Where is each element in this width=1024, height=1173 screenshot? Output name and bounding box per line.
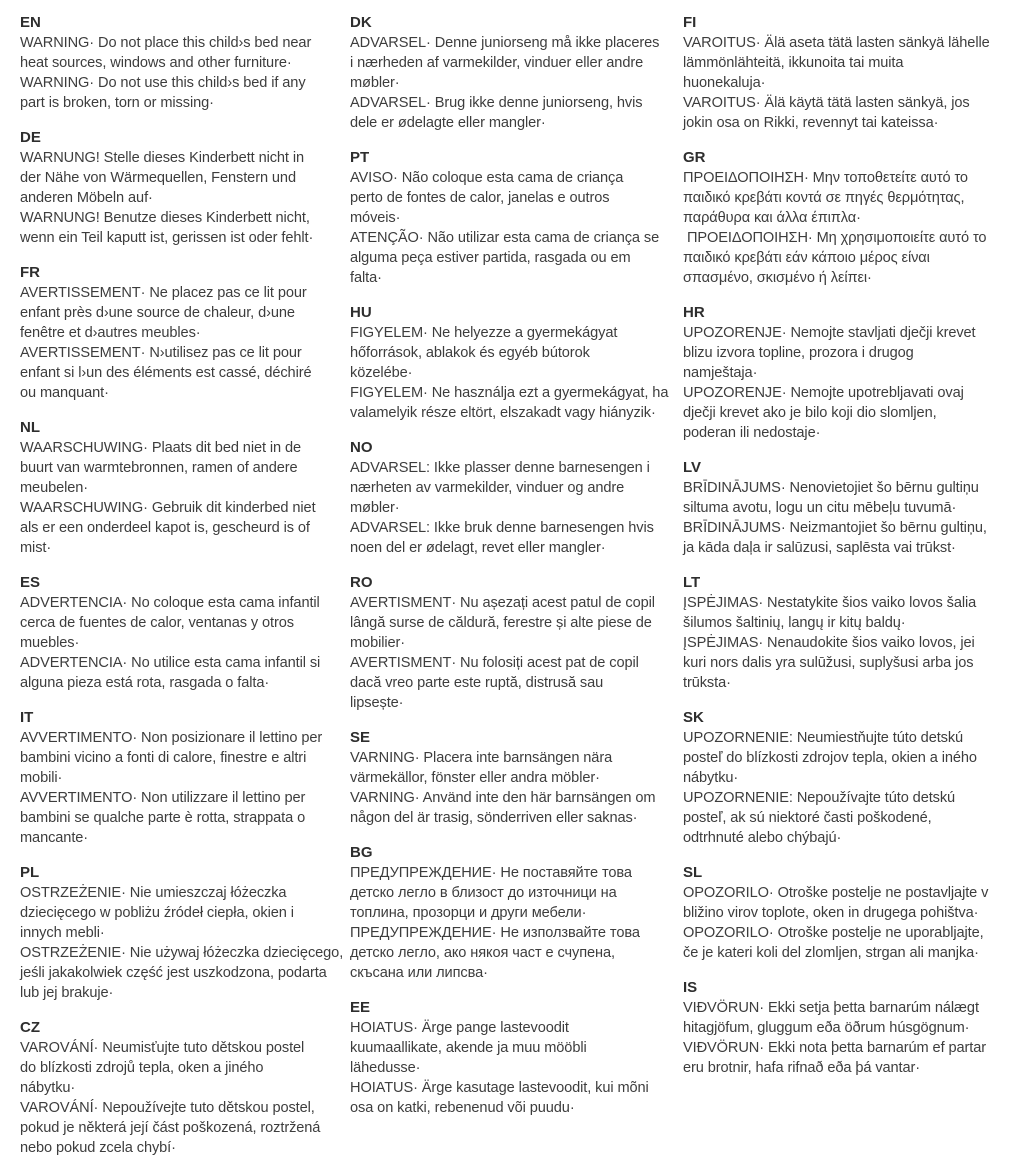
warning-line: WARNUNG! Benutze dieses Kinderbett nicht, [20, 210, 310, 226]
warning-line: jeśli jakakolwiek część jest uszkodzona, podarta [20, 965, 327, 981]
language-code-pl: PL [20, 864, 40, 881]
language-code-sk: SK [683, 709, 704, 726]
warning-line: odtrhnuté alebo chýbajú· [683, 830, 842, 846]
warning-section-bg [350, 843, 676, 983]
warning-section-gr [683, 148, 1009, 288]
warning-line: ou manquant· [20, 385, 109, 401]
warning-section-it [20, 708, 346, 848]
warning-column-2 [350, 13, 676, 1133]
warning-section-es [20, 573, 346, 693]
warning-line: huonekaluja· [683, 75, 766, 91]
warning-line: lämmönlähteitä, ikkunoita tai muita [683, 55, 904, 71]
warning-line: part is broken, torn or missing· [20, 95, 214, 111]
warning-line: ПРЕДУПРЕЖДЕНИЕ· Не поставяйте това [350, 865, 632, 881]
warning-section-nl [20, 418, 346, 558]
warning-line: ADVARSEL: Ikke plasser denne barnesengen i [350, 460, 650, 476]
warning-line: móveis· [350, 210, 401, 226]
warning-line: детско легло в близост до източници на [350, 885, 617, 901]
warning-line: nebo pokud zcela chybí· [20, 1140, 176, 1156]
warning-line: alguna pieza está rota, rasgada o falta· [20, 675, 270, 691]
warning-line: kuumaallikate, akende ja muu mööbli [350, 1040, 587, 1056]
warning-line: bližino virov toplote, oken in drugega pohištva· [683, 905, 979, 921]
warning-line: lähedusse· [350, 1060, 421, 1076]
warning-section-lv [683, 458, 1009, 558]
warning-line: enfant si l›un des éléments est cassé, déchiré [20, 365, 312, 381]
warning-line: perto de fontes de calor, janelas e outros [350, 190, 610, 206]
warning-line: ADVARSEL· Brug ikke denne juniorseng, hvis [350, 95, 643, 111]
warning-line: bambini se qualche parte è rotta, strappata o [20, 810, 306, 826]
warning-line: OPOZORILO· Otroške postelje ne postavljajte v [683, 885, 989, 901]
language-code-en: EN [20, 14, 41, 31]
warning-section-fr [20, 263, 346, 403]
warning-line: fenêtre et d›autres meubles· [20, 325, 201, 341]
warning-line: UPOZORNENIE: Neumiestňujte túto detskú [683, 730, 964, 746]
language-code-lv: LV [683, 459, 702, 476]
warning-line: šilumos šaltinių, langų ir kitų baldų· [683, 615, 906, 631]
warning-section-is [683, 978, 1009, 1078]
warning-section-hr [683, 303, 1009, 443]
warning-line: OSTRZEŻENIE· Nie używaj łóżeczka dziecięcego, [20, 945, 344, 961]
warning-section-lt [683, 573, 1009, 693]
warning-line: nábytku· [683, 770, 739, 786]
warning-line: alguma peça estiver partida, rasgada ou em [350, 250, 631, 266]
warning-line: ADVERTENCIA· No utilice esta cama infantil si [20, 655, 321, 671]
warning-line: ja kāda daļa ir salūzusi, saplēsta vai trūkst· [683, 540, 956, 556]
language-code-lt: LT [683, 574, 701, 591]
warning-line: dele er ødelagte eller mangler· [350, 115, 546, 131]
warning-line: bambini vicino a fonti di calore, finestre e altri [20, 750, 307, 766]
warning-section-hu [350, 303, 676, 423]
warning-line: ADVERTENCIA· No coloque esta cama infantil [20, 595, 320, 611]
warning-line: HOIATUS· Ärge pange lastevoodit [350, 1020, 569, 1036]
warning-line: ПРЕДУПРЕЖДЕНИЕ· Не използвайте това [350, 925, 640, 941]
warning-line: WARNUNG! Stelle dieses Kinderbett nicht in [20, 150, 305, 166]
warning-line: lângă surse de căldură, ferestre și alte piese de [350, 615, 652, 631]
warning-line: der Nähe von Wärmequellen, Fenstern und [20, 170, 296, 186]
warning-line: VARNING· Använd inte den här barnsängen om [350, 790, 656, 806]
warning-line: VAROVÁNÍ· Nepoužívejte tuto dětskou postel, [20, 1100, 315, 1116]
warning-column-1 [20, 13, 346, 1173]
warning-line: FIGYELEM· Ne használja ezt a gyermekágyat, ha [350, 385, 669, 401]
warning-line: falta· [350, 270, 382, 286]
warning-line: детско легло, ако някоя част е счупена, [350, 945, 615, 961]
warning-line: dziecięcego w pobliżu źródeł ciepła, okien i [20, 905, 294, 921]
warning-line: mancante· [20, 830, 89, 846]
warning-line: ΠΡΟΕΙΔΟΠΟΙΗΣΗ· Μην τοποθετείτε αυτό το [683, 170, 968, 186]
warning-line: OSTRZEŻENIE· Nie umieszczaj łóżeczka [20, 885, 287, 901]
warning-section-fi [683, 13, 1009, 133]
warning-line: anderen Möbeln auf· [20, 190, 153, 206]
warning-line: buurt van warmtebronnen, ramen of andere [20, 460, 298, 476]
warning-line: VIÐVÖRUN· Ekki nota þetta barnarúm ef partar [683, 1040, 987, 1056]
warning-line: do blízkosti zdrojů tepla, oken a jiného [20, 1060, 264, 1076]
warning-line: mist· [20, 540, 52, 556]
warning-line: møbler· [350, 75, 400, 91]
warning-line: UPOZORENJE· Nemojte upotrebljavati ovaj [683, 385, 964, 401]
language-code-se: SE [350, 729, 371, 746]
warning-line: UPOZORENJE· Nemojte stavljati dječji krevet [683, 325, 976, 341]
warning-line: als er een onderdeel kapot is, gescheurd is of [20, 520, 310, 536]
language-code-it: IT [20, 709, 34, 726]
warning-line: VAROITUS· Älä käytä tätä lasten sänkyä, jos [683, 95, 970, 111]
warning-line: AVVERTIMENTO· Non utilizzare il lettino per [20, 790, 306, 806]
warning-line: VIÐVÖRUN· Ekki setja þetta barnarúm nálægt [683, 1000, 979, 1016]
language-code-gr: GR [683, 149, 706, 166]
language-code-es: ES [20, 574, 41, 591]
language-code-ro: RO [350, 574, 373, 591]
language-code-fr: FR [20, 264, 40, 281]
warning-line: VARNING· Placera inte barnsängen nära [350, 750, 613, 766]
language-code-hu: HU [350, 304, 372, 321]
warning-line: cerca de fuentes de calor, ventanas y otros [20, 615, 294, 631]
language-code-ee: EE [350, 999, 371, 1016]
warning-line: топлина, прозорци и други мебели· [350, 905, 587, 921]
warning-line: WARNING· Do not use this child›s bed if any [20, 75, 306, 91]
warning-line: poderan ili nedostaje· [683, 425, 821, 441]
warning-section-no [350, 438, 676, 558]
warning-section-en [20, 13, 346, 113]
warning-line: AVERTISSEMENT· N›utilisez pas ce lit pour [20, 345, 302, 361]
warning-section-sl [683, 863, 1009, 963]
warning-line: valamelyik része eltört, elszakadt vagy hiányzik· [350, 405, 656, 421]
warning-line: παιδικό κρεβάτι εάν κάποιο μέρος είναι [683, 250, 930, 266]
warning-line: nærheten av varmekilder, vinduer og andre [350, 480, 625, 496]
warning-line: någon del är trasig, sönderriven eller saknas· [350, 810, 638, 826]
warning-line: wenn ein Teil kaputt ist, gerissen ist oder fehlt· [20, 230, 314, 246]
language-code-de: DE [20, 129, 41, 146]
warning-section-pt [350, 148, 676, 288]
warning-line: ADVARSEL· Denne juniorseng må ikke placeres [350, 35, 660, 51]
warning-line: pokud je některá její část poškozená, roztržená [20, 1120, 321, 1136]
warning-line: siltuma avotu, logu un citu mēbeļu tuvumā· [683, 500, 957, 516]
warning-line: posteľ do blízkosti zdrojov tepla, okien a iného [683, 750, 977, 766]
warning-line: WAARSCHUWING· Gebruik dit kinderbed niet [20, 500, 316, 516]
warning-line: WAARSCHUWING· Plaats dit bed niet in de [20, 440, 302, 456]
warning-line: dječji krevet ako je bilo koji dio slomljen, [683, 405, 937, 421]
warning-line: παιδικό κρεβάτι κοντά σε πηγές θερμότητας, [683, 190, 965, 206]
warning-line: közelébe· [350, 365, 413, 381]
warning-line: lub jej brakuje· [20, 985, 114, 1001]
warning-line: ĮSPĖJIMAS· Nenaudokite šios vaiko lovos, jei [683, 635, 975, 651]
warning-line: namještaja· [683, 365, 758, 381]
warning-line: värmekällor, fönster eller andra möbler· [350, 770, 600, 786]
warning-line: hőforrások, ablakok és egyéb bútorok [350, 345, 590, 361]
warning-line: innych mebli· [20, 925, 105, 941]
warning-line: posteľ, ak sú niektoré časti poškodené, [683, 810, 932, 826]
warning-section-ro [350, 573, 676, 713]
warning-line: če je kateri koli del zlomljen, strgan ali manjka· [683, 945, 979, 961]
warning-line: kuri nors dalis yra sulūžusi, suplyšusi arba jos [683, 655, 974, 671]
warning-section-ee [350, 998, 676, 1118]
warning-line: muebles· [20, 635, 80, 651]
warning-line: jokin osa on Rikki, revennyt tai kateissa· [683, 115, 939, 131]
language-code-is: IS [683, 979, 698, 996]
warning-line: VAROVÁNÍ· Neumisťujte tuto dětskou postel [20, 1040, 305, 1056]
warning-section-de [20, 128, 346, 248]
language-code-no: NO [350, 439, 373, 456]
warning-line: BRĪDINĀJUMS· Neizmantojiet šo bērnu gultiņu, [683, 520, 987, 536]
warning-section-sk [683, 708, 1009, 848]
warning-line: AVERTISMENT· Nu așezați acest patul de copil [350, 595, 655, 611]
warning-line: noen del er ødelagt, revet eller mangler· [350, 540, 606, 556]
warning-line: hitagjöfum, gluggum eða öðrum húsgögnum· [683, 1020, 970, 1036]
warning-line: AVERTISSEMENT· Ne placez pas ce lit pour [20, 285, 307, 301]
warning-line: HOIATUS· Ärge kasutage lastevoodit, kui mõni [350, 1080, 649, 1096]
warning-line: παράθυρα και άλλα έπιπλα· [683, 210, 861, 226]
warning-section-dk [350, 13, 676, 133]
warning-line: dacă vreo parte este ruptă, distrusă sau [350, 675, 604, 691]
language-code-pt: PT [350, 149, 370, 166]
warning-line: heat sources, windows and other furniture· [20, 55, 292, 71]
language-code-nl: NL [20, 419, 40, 436]
warning-line: eru brotnir, hafa rifnað eða þá vantar· [683, 1060, 921, 1076]
warning-section-se [350, 728, 676, 828]
warning-line: ĮSPĖJIMAS· Nestatykite šios vaiko lovos šalia [683, 595, 977, 611]
warning-line: VAROITUS· Älä aseta tätä lasten sänkyä lähelle [683, 35, 990, 51]
warning-line: FIGYELEM· Ne helyezze a gyermekágyat [350, 325, 618, 341]
warning-line: ΠΡΟΕΙΔΟΠΟΙΗΣΗ· Μη χρησιμοποιείτε αυτό το [683, 230, 987, 246]
language-code-bg: BG [350, 844, 373, 861]
warning-line: møbler· [350, 500, 400, 516]
warning-line: ADVARSEL: Ikke bruk denne barnesengen hvis [350, 520, 654, 536]
warning-line: ATENÇÃO· Não utilizar esta cama de criança se [350, 230, 660, 246]
warning-line: i nærheden af varmekilder, vinduer eller andre [350, 55, 644, 71]
warning-line: BRĪDINĀJUMS· Nenovietojiet šo bērnu gultiņu [683, 480, 979, 496]
language-code-hr: HR [683, 304, 705, 321]
warning-line: AVVERTIMENTO· Non posizionare il lettino per [20, 730, 323, 746]
warning-section-cz [20, 1018, 346, 1158]
warning-line: AVISO· Não coloque esta cama de criança [350, 170, 624, 186]
language-code-fi: FI [683, 14, 697, 31]
warning-line: WARNING· Do not place this child›s bed near [20, 35, 312, 51]
warning-line: mobili· [20, 770, 63, 786]
warning-line: σπασμένο, σκισμένο ή λείπει· [683, 270, 872, 286]
warning-line: enfant près d›une source de chaleur, d›une [20, 305, 295, 321]
language-code-cz: CZ [20, 1019, 40, 1036]
warning-line: osa on katki, rebenenud või puudu· [350, 1100, 575, 1116]
warning-line: meubelen· [20, 480, 89, 496]
language-code-dk: DK [350, 14, 372, 31]
warning-line: lipsește· [350, 695, 404, 711]
warning-column-3 [683, 13, 1009, 1093]
language-code-sl: SL [683, 864, 703, 881]
warning-section-pl [20, 863, 346, 1003]
warning-line: OPOZORILO· Otroške postelje ne uporabljajte, [683, 925, 984, 941]
warning-line: скъсана или липсва· [350, 965, 488, 981]
warning-line: AVERTISMENT· Nu folosiți acest pat de copil [350, 655, 639, 671]
warning-line: trūksta· [683, 675, 731, 691]
warning-line: nábytku· [20, 1080, 76, 1096]
warning-line: UPOZORNENIE: Nepoužívajte túto detskú [683, 790, 956, 806]
warning-line: mobilier· [350, 635, 406, 651]
warning-line: blizu izvora topline, prozora i drugog [683, 345, 914, 361]
